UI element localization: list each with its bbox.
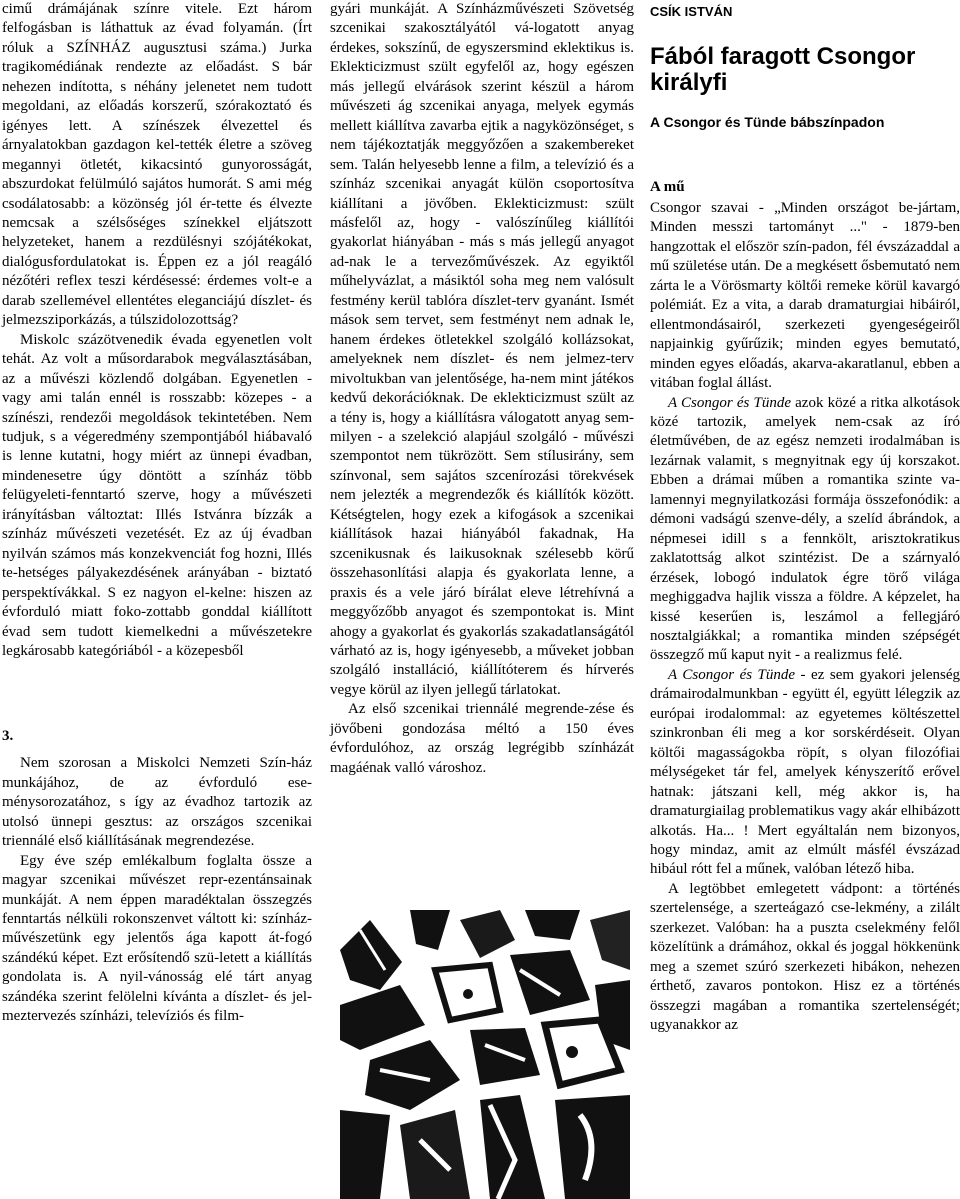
paragraph: Egy éve szép emlékalbum foglalta össze a magyar szcenikai művészet repr-ezentánsainak munkáját. A nem éppen maradéktalan összegzés fenntartás nélküli rokonszenvet váltott ki: színház-művészetünk egy jelentős ága kapott át-fogó szándékú képet. Ezt erősítendő szü-letett a kiállítás gondolata is. A nyil-vánosság elé tárt anyag szándéka szerint felölelni kívánta a díszlet- és jel-meztervezés színházi, televíziós és film-	[2, 852, 312, 1025]
column-middle	[330, 0, 634, 778]
article-author: CSÍK ISTVÁN	[650, 4, 733, 19]
paragraph: A legtöbbet emlegetett vádpont: a történés szertelensége, a szerteágazó cse-lekmény, a zilált szerkezet. Valóban: ha a puszta cselekmény felől közelítünk a drámához, okkal és joggal hökkenünk meg a szemet szúró szerkezeti hibákon, nehezen érthető, zavaros pontokon. Hisz ez a történés összegzi magában a romantika szertelenségét; ugyanakkor az	[650, 880, 960, 1034]
section-heading: A mű	[650, 179, 685, 195]
article-title: Fából faragott Csongor királyfi	[650, 43, 916, 96]
paragraph: gyári munkáját. A Színházművészeti Szövetség szcenikai szakosztályától vá-logatott anyag érdekes, sokszínű, de egyszersmind eklektikus is. Eklekticizmust szült egyfelől az, hogy egészen más jellegű elvárások szerint készül a három művészeti ág szcenikai anyaga, melyek egymás mellett kiállítva zavarba ejtik a nagyközönséget, s nem tájékoztatják meggyőzően a szakembereket sem. Talán helyesebb lenne a film, a televízió és a színház szcenikai anyagát külön csoportosítva kiállítani a jövőben. Eklekticizmust: szült másfelől az, hogy - valószínűleg kiállítói gyakorlat hiányában - más s más jellegű anyagot ad-nak le a tervezőművészek. Az egyiktől műhelyvázlat, a másiktól soha meg nem valósult festmény kerül tablóra díszlet-terv gyanánt. Ismét mások sem tervet, sem festményt nem adnak le, hanem érdekes ötletekkel szolgáló kollázsokat, amelyeknek nem díszlet- és nem jelmez-terv mivoltukban van jelentősége, ha-nem mint játékos kedvű dekorációknak. De eklekticizmust szült az a tény is, hogy a kiállításra válogatott anyag sem-milyen - a szelekció alapjául szolgáló - művészi szempontot nem tükrözött. Sem stílusirány, sem színvonal, sem sajátos szcenírozási törekvések nem jelezték a megrendezők és kiállítók között. Kétségtelen, hogy ezek a kifogások a szcenikai kiállítások hazai hiányából fakadnak, Ha szcenikusnak és laikusoknak szélesebb körű összehasonlítási alapja és gyakorlata lenne, a praxis és a vele járó bírálat eleve létrehívná a meggyőzőbb anyagot és szempontokat is. Mint ahogy a gyakorlat és gyakorlás szakadatlanságától várható az is, hogy igényesebb, a műveket jobban szolgáló installáció, kiállítóterem és hírverés vegye körül az ilyen jellegű tárlatokat.	[330, 1, 634, 698]
article-subtitle: A Csongor és Tünde bábszínpadon	[650, 114, 885, 130]
emphasis-title: A Csongor és Tünde	[668, 666, 796, 683]
paragraph: Csongor szavai - „Minden országot be-jártam, Minden messzi tartományt ..." - 1879-ben hangzottak el először szín-padon, fél évszázaddal a mű születése után. De a megkésett ősbemutató nem zárta le a Vörösmarty költői remeke körül kavargó polémiát. Ez a vita, a darab dramaturgiai hibáiról, ellentmondásairól, szerkezeti gyengeségeiről napjainkig gyűrűzik; minden egyes bemutató, minden egyes előadás, akarva-akaratlanul, ebben a vitában foglal állást.	[650, 200, 960, 392]
paragraph: Nem szorosan a Miskolci Nemzeti Szín-ház munkájához, de az évforduló ese-ménysorozatához, s így az évadhoz tartozik az utolsó ünnepi gesztus: az országos szcenikai triennálé első kiállításának megrendezése.	[2, 755, 312, 850]
paragraph: Miskolc százötvenedik évada egyenetlen volt tehát. Az volt a műsordarabok megválasztásában, az a művészi közlendő dolgában. Egyenetlen - vagy ami talán ennél is rosszabb: közepes - a színészi, rendezői megoldások tekintetében. Nem tudjuk, s a végeredmény szempontjából hiábavaló is lenne kutatni, hogy miért az ünnepi évadban, mindenesetre úgy döntött a színház több felügyeleti-fenntartó szerve, hogy a művészeti irányításban változtat: Illés Istvánra bízzák a színház művészeti vezetését. Ez az új évadban nyilván számos más konzekvenciát fog hozni, Illés te-hetséges pályakezdésének arányában - biztató perspektívákkal. S ez nagyon el-kelne: hiszen az évforduló miatt foko-zottabb gonddal kiállított évad sem tudott kiemelkedni a művészetekre legkárosabb kategóriából - a közepesből	[2, 331, 312, 659]
paragraph	[650, 394, 960, 666]
paragraph	[650, 666, 960, 880]
paragraph-text: azok közé a ritka alkotások közé tartozik, amelyek nem-csak az író életművében, de az egész nemzeti irodalmában is lezárnak valamit, s megnyitnak egy új korszakot. Ebben a drámai műben a romantika szinte va-lamennyi megnyilatkozási formája összefonódik: a démoni vadságú szenve-dély, a szelíd ábrándok, a népmesei idill s a fennkölt, arisztokratikus zaklatottság alkot szintézist. De a szárnyaló érzések, lobogó indulatok égre törő világa meghiggadva hajlik vissza a földre. A képzelet, ha kissé keserűen is, leszámol a fellegjáró nosztalgiákkal; a romantika minden szépségét összegző mű kaput nyit - a realizmus felé.	[650, 394, 960, 664]
column-left	[2, 0, 312, 1027]
column-right	[650, 0, 960, 1035]
paragraph-text: - ez sem gyakori jelenség drámairodalmunkban - együtt él, együtt lélegzik az európai irodalommal: az egyetemes költészettel szinkronban éli meg a kor sorskérdéseit. Olyan költői magasságokba röpít, s olyan filozófiai mélységeket tár fel, amelyek kényszerítő erővel hatnak: játszani kell, még akkor is, ha dramaturgiailag problematikus vagy akár elhibázott alkotás. Ha... ! Mert egyáltalán nem bizonyos, hogy mindaz, amit az elmúlt másfél évszázad hibául rótt fel a műnek, valóban létező hiba.	[650, 666, 960, 878]
paragraph: Az első szcenikai triennálé megrende-zése és jövőbeni gondozása méltó a 150 éves évfordulóhoz, az ország legrégibb színházát magáénak valló városhoz.	[330, 701, 634, 776]
woodcut-image	[340, 910, 630, 1199]
section-number: 3.	[2, 728, 14, 745]
woodcut-illustration	[340, 910, 630, 1199]
paragraph: cimű drámájának színre vitele. Ezt három felfogásban is láthattuk az évad folyamán. (Írt róluk a SZÍNHÁZ augusztusi száma.) Jurka tragikomédiának rendezte az előadást. S bár nehezen indította, s néhány jelenetet nem tudott megoldani, az előadás korszerű, szórakoztató és igényes lett. A színészek élvezettel és árnyalatokban gazdagon kel-tették életre a szöveg megannyi ötletét, kikacsintó gunyorosságát, abszurdokat felülmúló sajátos humorát. S ami még csodálatosabb: a közönség jól ér-tette és élvezte nemcsak a szélsőséges színekkel eljátszott helyzeteket, hanem a rezdülésnyi szójátékokat, dialógusfordulatokat is. Éppen ez a jól reagáló nézőtéri reflex teszi kérdésessé: érdemes volt-e a darab szellemével ellentétes eleganciájú díszlet- és jelmezsziporkázás, a túlszidolozottság?	[2, 1, 312, 329]
emphasis-title: A Csongor és Tünde	[668, 394, 791, 411]
